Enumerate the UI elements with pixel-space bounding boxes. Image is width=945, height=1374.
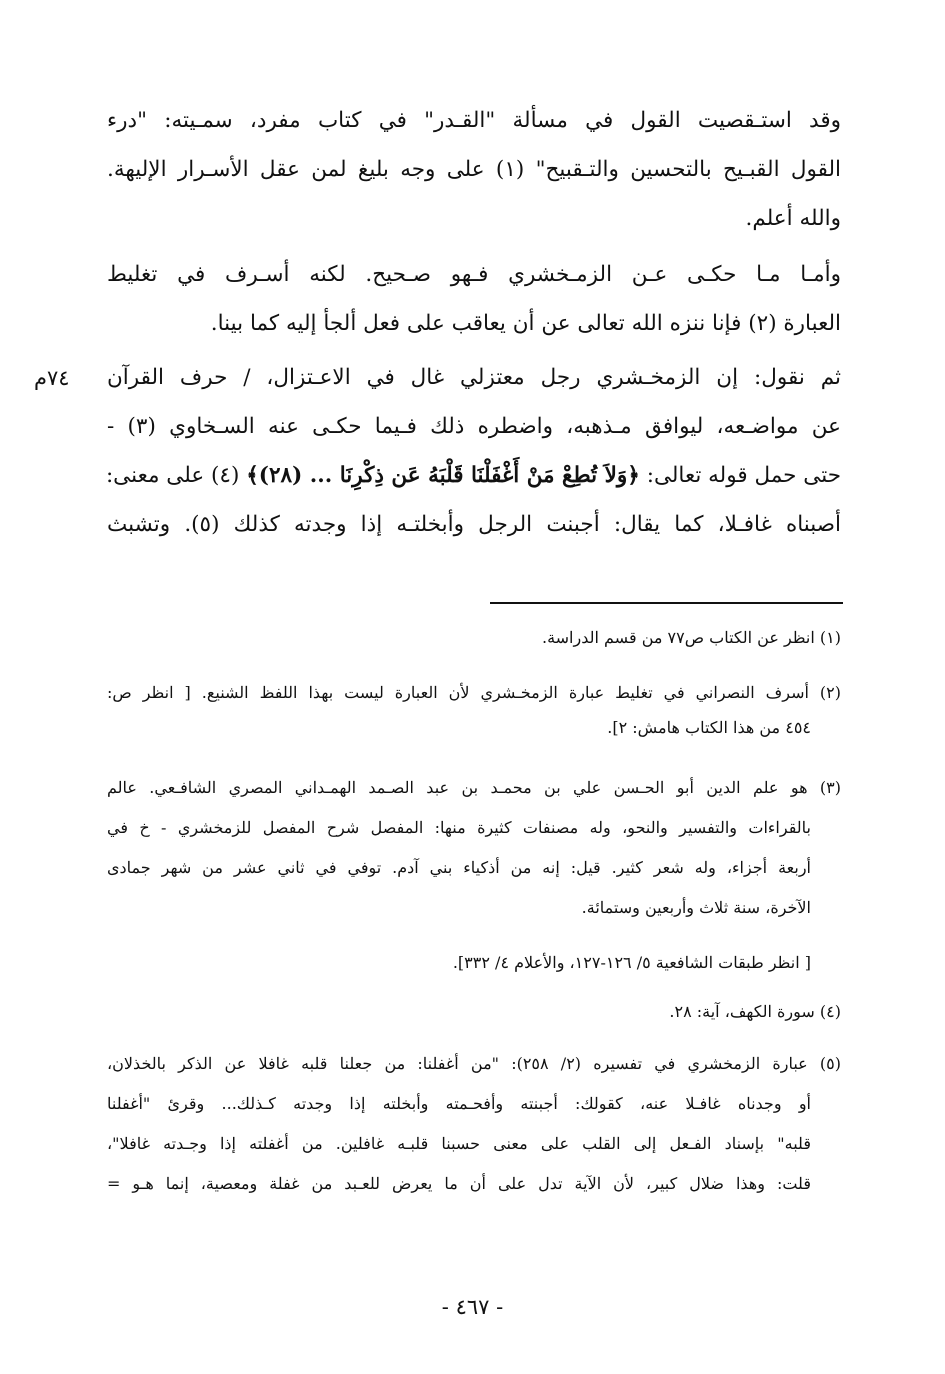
footnote-line: قلت: وهذا ضلال كبير، لأن الآية تدل على أن ما يعرض للعـبد من غفلة ومعصية، إنما هـو =	[107, 1174, 811, 1193]
footnote-line: ٤٥٤ من هذا الكتاب هامش: ٢].	[607, 718, 811, 737]
footnote-line: [ انظر طبقات الشافعية ٥/ ١٢٦-١٢٧، والأعلام ٤/ ٣٣٢].	[452, 953, 811, 972]
main-text-line: والله أعلم.	[745, 206, 841, 231]
main-text-line: العبارة (٢) فإنا ننزه الله تعالى عن أن يعاقب على فعل ألجأ إليه كما بينا.	[210, 311, 841, 336]
margin-folio-note: ٧٤م	[34, 366, 70, 390]
main-text-segment: حتى حمل قوله تعالى:	[646, 463, 841, 488]
main-text-line: وأمـا مـا حكـى عـن الزمـخشري فـهو صـحيح. لكنه أسـرف في تغليط	[107, 262, 841, 287]
footnote-separator	[490, 602, 843, 604]
main-text-line: ثم نقول: إن الزمخـشري رجل معتزلي غال في الاعـتزال، / حرف القرآن	[107, 365, 841, 390]
footnote-line: قلبه" بإسناد الفـعل إلى القلب على معنى حسبنا قلبـه غافلين. من أغفلته إذا وجـدته غافلا"،	[107, 1134, 811, 1153]
main-text-segment: (٤) على معنى:	[105, 463, 240, 488]
footnote-line: (٤) سورة الكهف، آية: ٢٨.	[669, 1002, 841, 1021]
footnote-line: أو وجدناه غافـلا عنه، كقولك: أجبنته وأفحـمته وأبخلته إذا وجدته كـذلك... وقرئ "أغفلنا	[107, 1094, 811, 1113]
footnote-line: (٥) عبارة الزمخشري في تفسيره (٢/ ٢٥٨): "من أغفلنا: من جعلنا قلبه غافلا عن الذكر بالخذلان،	[107, 1054, 841, 1073]
main-text-line: أصبناه غافـلا، كما يقال: أجبنت الرجل وأبخلتـه إذا وجدته كذلك (٥). وتشبث	[107, 512, 841, 537]
main-text-line-with-quran	[107, 456, 841, 496]
quran-verse: ﴿وَلاَ تُطِعْ مَنْ أَغْفَلْنَا قَلْبَهُ عَن ذِكْرِنَا ... (٢٨)﴾	[246, 463, 640, 488]
page-number: - ٤٦٧ -	[441, 1295, 504, 1319]
footnote-line: أربعة أجزاء، وله شعر كثير. قيل: إنه من أذكياء بني آدم. توفي في ثاني عشر من شهر جمادى	[107, 858, 811, 877]
main-text-line: القول القبـيح بالتحسين والتـقبيح" (١) على وجه بليغ لمن عقل الأسـرار الإليهة.	[107, 157, 841, 182]
footnote-line: (٢) أسرف النصراني في تغليط عبارة الزمخـشري لأن العبارة ليست بهذا اللفظ الشنيع. [ انظر ص:	[107, 683, 841, 702]
footnote-line: بالقراءات والتفسير والنحو، وله مصنفات كثيرة منها: المفصل شرح المفصل للزمخشري - خ في	[107, 818, 811, 837]
footnote-line: الآخرة، سنة ثلاث وأربعين وستمائة.	[581, 898, 811, 917]
footnote-line: (٣) هو علم الدين أبو الحـسن علي بن محمـد بن عبد الصـمد الهمـداني المصري الشافـعي. عالم	[107, 778, 842, 797]
main-text-line: عن مواضـعه، ليوافق مـذهبه، واضطره ذلك فـيما حكـى عنه السـخاوي (٣) -	[107, 414, 841, 439]
footnote-line: (١) انظر عن الكتاب ص٧٧ من قسم الدراسة.	[541, 628, 841, 647]
main-text-line: وقد استـقصيت القول في مسألة "القـدر" في كتاب مفرد، سمـيته: "درء	[107, 108, 841, 133]
